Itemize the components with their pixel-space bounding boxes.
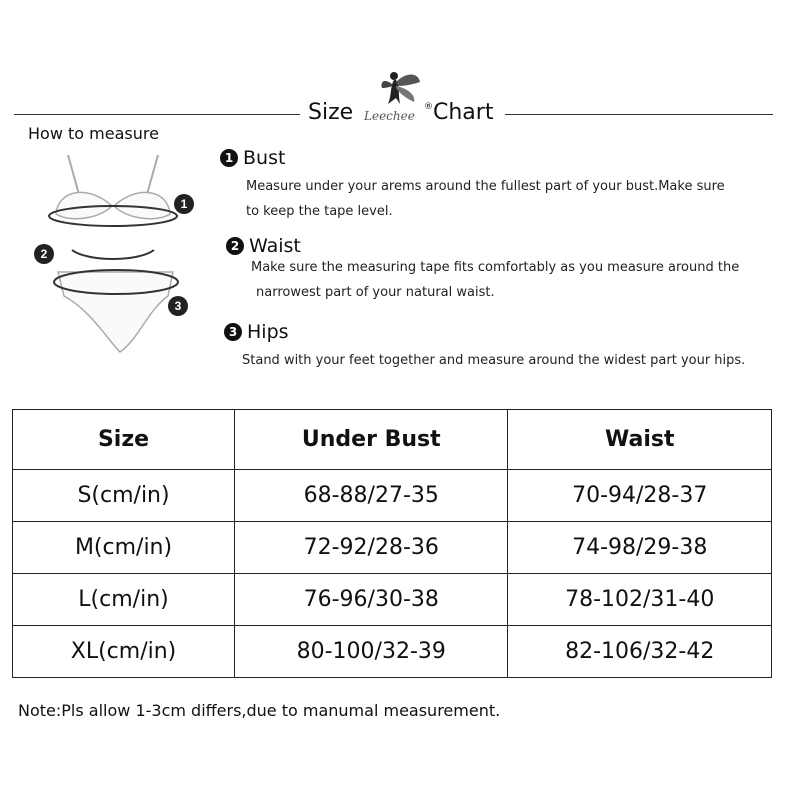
- table-row: [13, 470, 772, 522]
- title-rule-right: [505, 114, 773, 115]
- cell-size: M(cm/in): [13, 522, 235, 574]
- cell-waist: 82-106/32-42: [508, 626, 772, 678]
- step-desc-line: Measure under your arems around the fullest part of your bust.Make sure: [246, 179, 725, 194]
- figure-label-3: 3: [174, 299, 182, 313]
- cell-size: XL(cm/in): [13, 626, 235, 678]
- brand-name: Leechee: [364, 109, 415, 123]
- title-size-word: Size: [308, 100, 354, 125]
- step-hips: [224, 321, 289, 343]
- step-waist: [226, 235, 301, 257]
- cell-waist: 70-94/28-37: [508, 470, 772, 522]
- step-desc-line: Stand with your feet together and measure around the widest part your hips.: [242, 353, 746, 368]
- how-to-measure-label: How to measure: [28, 124, 159, 143]
- cell-under-bust: 80-100/32-39: [235, 626, 508, 678]
- header-under-bust: Under Bust: [235, 410, 508, 470]
- step-number-1: 1: [220, 149, 238, 167]
- step-bust: [220, 147, 285, 169]
- table-row: [13, 522, 772, 574]
- figure-label-1: 1: [180, 197, 188, 211]
- cell-under-bust: 72-92/28-36: [235, 522, 508, 574]
- figure-label-2: 2: [40, 247, 48, 261]
- step-title-hips: Hips: [247, 321, 289, 343]
- table-row: [13, 626, 772, 678]
- size-chart-title: [300, 96, 505, 132]
- step-desc-bust: [246, 174, 725, 224]
- bikini-measure-illustration: [28, 150, 208, 360]
- table-header-row: [13, 410, 772, 470]
- step-desc-line: narrowest part of your natural waist.: [256, 285, 495, 300]
- step-desc-line: Make sure the measuring tape fits comfortably as you measure around the: [251, 260, 740, 275]
- cell-waist: 78-102/31-40: [508, 574, 772, 626]
- step-number-3: 3: [224, 323, 242, 341]
- brand-registered-mark: ®: [424, 102, 433, 112]
- header-size: Size: [13, 410, 235, 470]
- cell-under-bust: 68-88/27-35: [235, 470, 508, 522]
- step-desc-line: to keep the tape level.: [246, 204, 393, 219]
- cell-size: S(cm/in): [13, 470, 235, 522]
- size-table: [12, 409, 772, 678]
- measurement-note: Note:Pls allow 1-3cm differs,due to manumal measurement.: [18, 701, 501, 720]
- cell-under-bust: 76-96/30-38: [235, 574, 508, 626]
- step-desc-hips: [242, 348, 745, 373]
- step-title-bust: Bust: [243, 147, 286, 169]
- table-row: [13, 574, 772, 626]
- cell-waist: 74-98/29-38: [508, 522, 772, 574]
- title-rule-left: [14, 114, 300, 115]
- header-waist: Waist: [508, 410, 772, 470]
- step-title-waist: Waist: [249, 235, 301, 257]
- step-number-2: 2: [226, 237, 244, 255]
- step-desc-waist: [251, 255, 739, 305]
- title-chart-word: Chart: [433, 100, 494, 125]
- cell-size: L(cm/in): [13, 574, 235, 626]
